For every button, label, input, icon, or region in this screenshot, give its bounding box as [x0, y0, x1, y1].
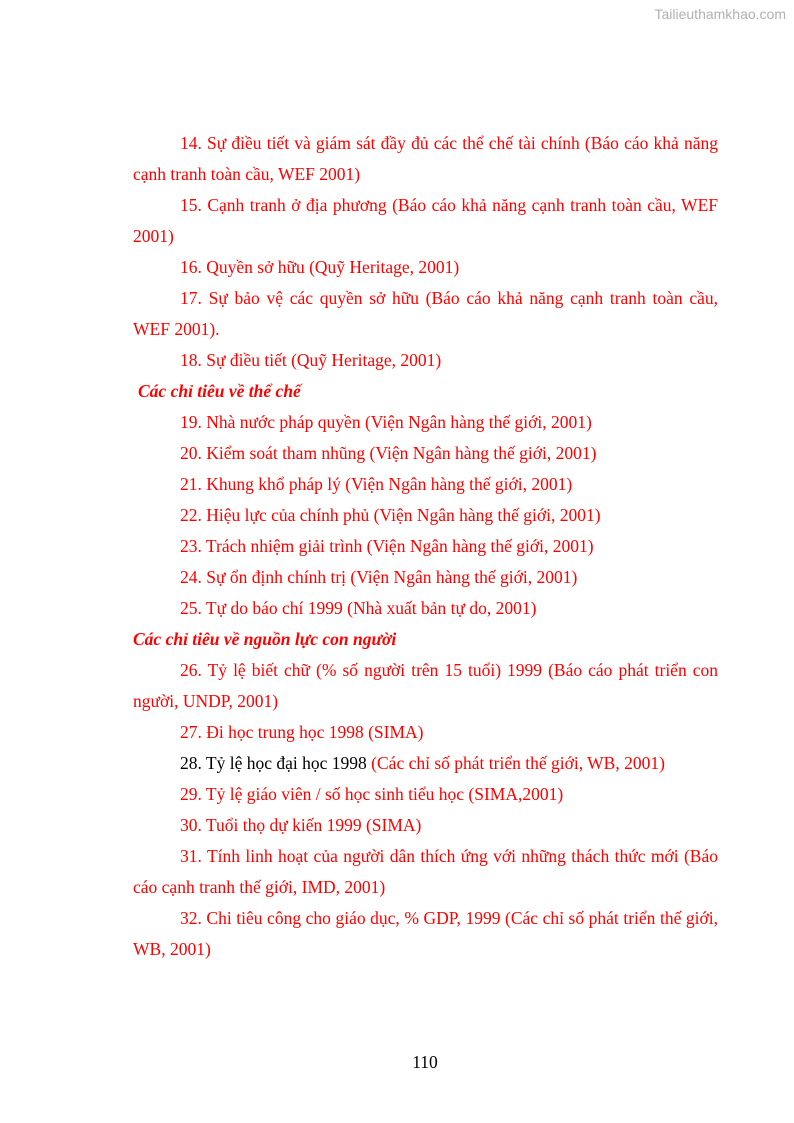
list-item: 21. Khung khổ pháp lý (Viện Ngân hàng thế giới, 2001) [180, 474, 573, 494]
watermark: Tailieuthamkhao.com [654, 6, 786, 22]
list-item: 14. Sự điều tiết và giám sát đầy đủ các thể chế tài chính (Báo cáo khả năng cạnh tranh toàn cầu, WEF 2001) [133, 133, 718, 184]
list-item: 32. Chi tiêu công cho giáo dục, % GDP, 1999 (Các chỉ số phát triển thế giới, WB, 2001) [133, 908, 718, 959]
list-item: 16. Quyền sở hữu (Quỹ Heritage, 2001) [180, 257, 460, 277]
list-item: 26. Tỷ lệ biết chữ (% số người trên 15 tuổi) 1999 (Báo cáo phát triển con người, UNDP, 2001) [133, 660, 718, 711]
list-item: 15. Cạnh tranh ở địa phương (Báo cáo khả năng cạnh tranh toàn cầu, WEF 2001) [133, 195, 718, 246]
list-item: 24. Sự ổn định chính trị (Viện Ngân hàng thế giới, 2001) [180, 567, 578, 587]
list-item: 31. Tính linh hoạt của người dân thích ứng với những thách thức mới (Báo cáo cạnh tranh thế giới, IMD, 2001) [133, 846, 718, 897]
list-item: 23. Trách nhiệm giải trình (Viện Ngân hàng thế giới, 2001) [180, 536, 594, 556]
list-item: 19. Nhà nước pháp quyền (Viện Ngân hàng thế giới, 2001) [180, 412, 592, 432]
item-source: (Các chỉ số phát triển thế giới, WB, 2001) [371, 753, 665, 773]
list-item: 29. Tỷ lệ giáo viên / số học sinh tiểu học (SIMA,2001) [180, 784, 564, 804]
list-item: 22. Hiệu lực của chính phủ (Viện Ngân hàng thế giới, 2001) [180, 505, 601, 525]
list-item: 20. Kiểm soát tham nhũng (Viện Ngân hàng thế giới, 2001) [180, 443, 597, 463]
section-heading-human-resources: Các chỉ tiêu về nguồn lực con người [133, 629, 397, 649]
list-item: 25. Tự do báo chí 1999 (Nhà xuất bản tự do, 2001) [180, 598, 537, 618]
list-item: 30. Tuổi thọ dự kiến 1999 (SIMA) [180, 815, 422, 835]
page-number: 110 [412, 1052, 438, 1072]
list-item [133, 748, 718, 779]
item-text: 28. Tỷ lệ học đại học 1998 [180, 753, 372, 773]
list-item: 17. Sự bảo vệ các quyền sở hữu (Báo cáo khả năng cạnh tranh toàn cầu, WEF 2001). [133, 288, 718, 339]
list-item: 27. Đi học trung học 1998 (SIMA) [180, 722, 424, 742]
document-body [133, 128, 718, 965]
section-heading-institutions: Các chỉ tiêu về thể chế [138, 381, 301, 401]
list-item: 18. Sự điều tiết (Quỹ Heritage, 2001) [180, 350, 442, 370]
